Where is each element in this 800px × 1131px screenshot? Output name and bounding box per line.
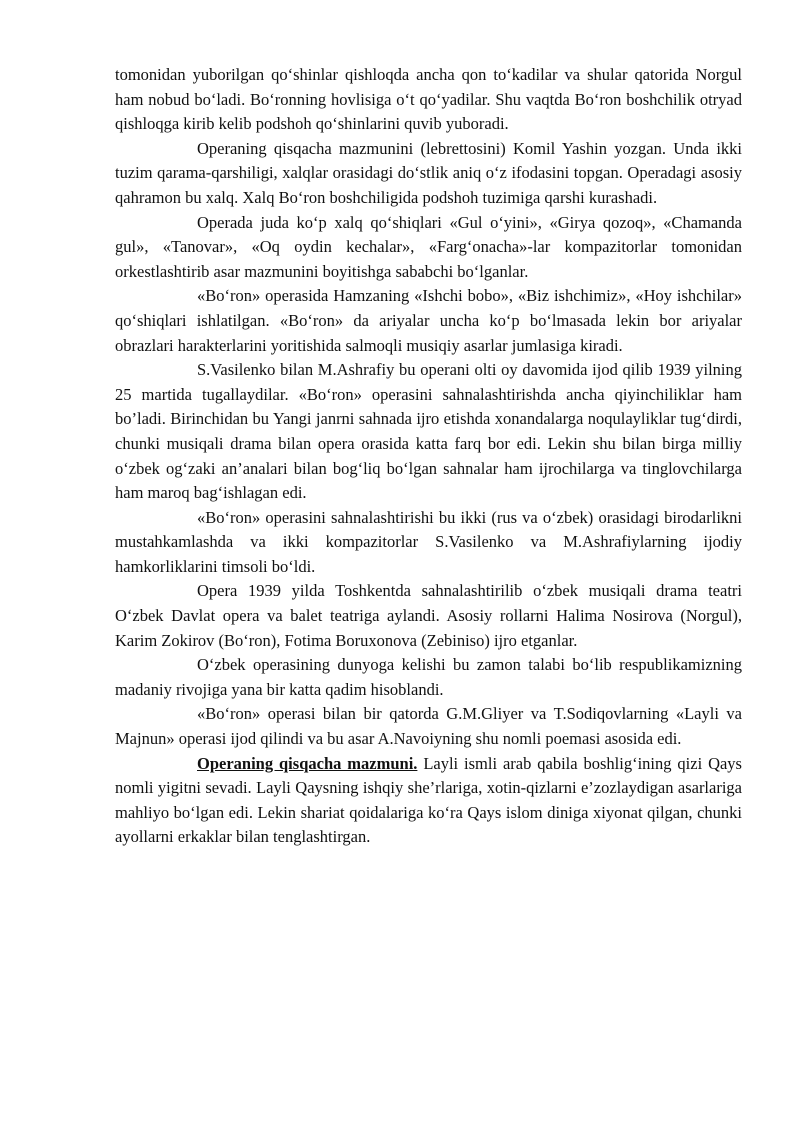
paragraph-composition: S.Vasilenko bilan M.Ashrafiy bu operani olti oy davomida ijod qilib 1939 yilning 25 martida tugallaydilar. «Boʻron» operasini sahnalashtirishda ancha qiyinchiliklar ham bo’ladi. Birinchidan bu Yangi janrni sahnada ijro etishda xonandalarga noqulayliklar tugʻdirdi, chunki musiqali drama bilan opera orasida katta farq bor edi. Lekin shu bilan birga milliy oʻzbek ogʻzaki an’analari bilan bogʻliq boʻlgan sahnalar ham ijrochilarga va tinglovchilarga ham maroq bagʻishlagan edi. <box>115 360 742 503</box>
paragraph-summary <box>115 752 742 850</box>
document-page <box>115 63 742 850</box>
paragraph-hamza-songs: «Boʻron» operasida Hamzaning «Ishchi bobo», «Biz ishchimiz», «Hoy ishchilar» qoʻshiqlari ishlatilgan. «Boʻron» da ariyalar uncha koʻp boʻlmasada lekin bor ariyalar obrazlari harakterlarini yoritishida salmoqli musiqiy asarlar jumlasiga kiradi. <box>115 286 742 355</box>
paragraph-folk-songs: Operada juda koʻp xalq qoʻshiqlari «Gul oʻyini», «Girya qozoq», «Chamanda gul», «Tanovar», «Oq oydin kechalar», «Fargʻonacha»-lar kompazitorlar tomonidan orkestlashtirib asar mazmunini boyitishga sababchi boʻlganlar. <box>115 212 742 281</box>
paragraph-friendship: «Boʻron» operasini sahnalashtirishi bu ikki (rus va oʻzbek) orasidagi birodarlikni mustahkamlashda va ikki kompazitorlar S.Vasilenko va M.Ashrafiylarning ijodiy hamkorliklarini timsoli boʻldi. <box>115 507 742 576</box>
paragraph-continuation: tomonidan yuborilgan qoʻshinlar qishloqda ancha qon toʻkadilar va shular qatorida Norgul ham nobud boʻladi. Boʻronning hovlisiga oʻt qoʻyadilar. Shu vaqtda Boʻron boshchilik otryad qishloqga kirib kelib podshoh qoʻshinlarini quvib yuboradi. <box>115 65 742 134</box>
paragraph-uzbek-opera: Oʻzbek operasining dunyoga kelishi bu zamon talabi boʻlib respublikamizning madaniy rivojiga yana bir katta qadim hisoblandi. <box>115 655 742 699</box>
paragraph-layli-majnun: «Boʻron» operasi bilan bir qatorda G.M.Gliyer va T.Sodiqovlarning «Layli va Majnun» operasi ijod qilindi va bu asar A.Navoiyning shu nomli poemasi asosida edi. <box>115 704 742 749</box>
section-heading: Operaning qisqacha mazmuni. <box>197 753 418 773</box>
section-text: Layli ismli arab qabila boshligʻining qizi Qays nomli yigitni sevadi. Layli Qaysning ishqiy she’rlariga, xotin-qizlarni e’zozlaydigan asarlariga mahliyo boʻlgan edi. Lekin shariat qoidalariga koʻra Qays islom diniga xiyonat qilgan, chunki ayollarni erkaklar bilan tenglashtirgan. <box>115 753 742 847</box>
paragraph-libretto: Operaning qisqacha mazmunini (lebrettosini) Komil Yashin yozgan. Unda ikki tuzim qarama-qarshiligi, xalqlar orasidagi doʻstlik aniq oʻz ifodasini topgan. Operadagi asosiy qahramon bu xalq. Xalq Boʻron boshchiligida podshoh tuzimiga qarshi kurashadi. <box>115 138 742 207</box>
paragraph-staging-1939: Opera 1939 yilda Toshkentda sahnalashtirilib oʻzbek musiqali drama teatri Oʻzbek Davlat opera va balet teatriga aylandi. Asosiy rollarni Halima Nosirova (Norgul), Karim Zokirov (Boʻron), Fotima Boruxonova (Zebiniso) ijro etganlar. <box>115 581 742 650</box>
